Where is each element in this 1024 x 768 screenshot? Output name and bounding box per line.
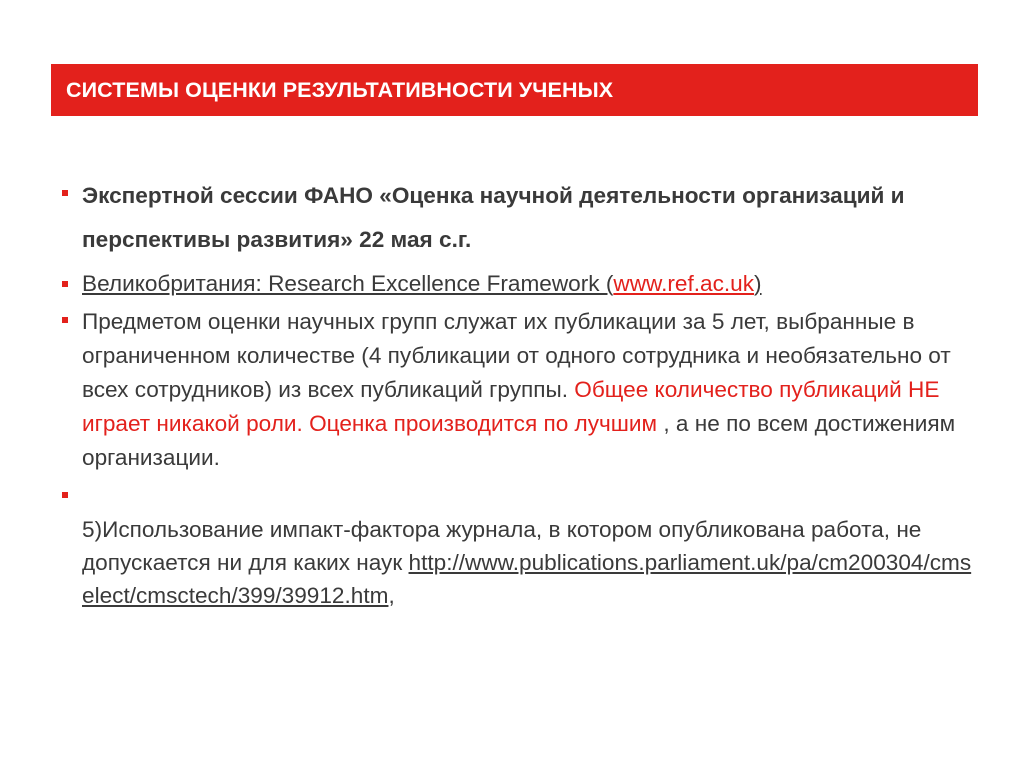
impact-text: 5)Использование импакт-фактора журнала, в котором опубликована работа, не допускается ни для каких наук (82, 517, 922, 575)
bullet-marker (62, 281, 68, 287)
bullet-marker (62, 317, 68, 323)
expert-session-text: Экспертной сессии ФАНО «Оценка научной деятельности организаций и перспективы развития» 22 мая с.г. (82, 183, 905, 252)
uk-text: Великобритания: Research Excellence Framework ( (82, 271, 614, 296)
empty-line (82, 480, 982, 513)
bullet-evaluation (62, 305, 982, 475)
evaluation-red-2: играет никакой роли. Оценка производится по лучшим (82, 411, 658, 436)
bullet-expert-session (62, 174, 982, 262)
uk-close-paren: ) (754, 271, 762, 296)
page-title: СИСТЕМЫ ОЦЕНКИ РЕЗУЛЬТАТИВНОСТИ УЧЕНЫХ (66, 77, 614, 102)
bullet-list (62, 174, 982, 612)
bullet-marker (62, 190, 68, 196)
bullet-marker (62, 492, 68, 498)
evaluation-tail: , а не по всем достижениям организации. (82, 411, 956, 470)
ref-link[interactable]: www.ref.ac.uk (613, 271, 755, 296)
parliament-link[interactable]: http://www.publications.parliament.uk/pa/cm200304/cmselect/cmsctech/399/39912.htm (82, 550, 972, 608)
bullet-uk (62, 269, 982, 299)
bullet-impact (62, 480, 982, 612)
evaluation-red-1: Общее количество публикаций НЕ (574, 377, 940, 402)
title-bar (51, 64, 978, 116)
evaluation-text: Предметом оценки научных групп служат их публикации за 5 лет, выбранные в ограниченном количестве (4 публикации от одного сотрудника и необязательно от всех сотрудников) из всех публикаций группы. (82, 309, 951, 402)
impact-tail: , (388, 583, 395, 608)
